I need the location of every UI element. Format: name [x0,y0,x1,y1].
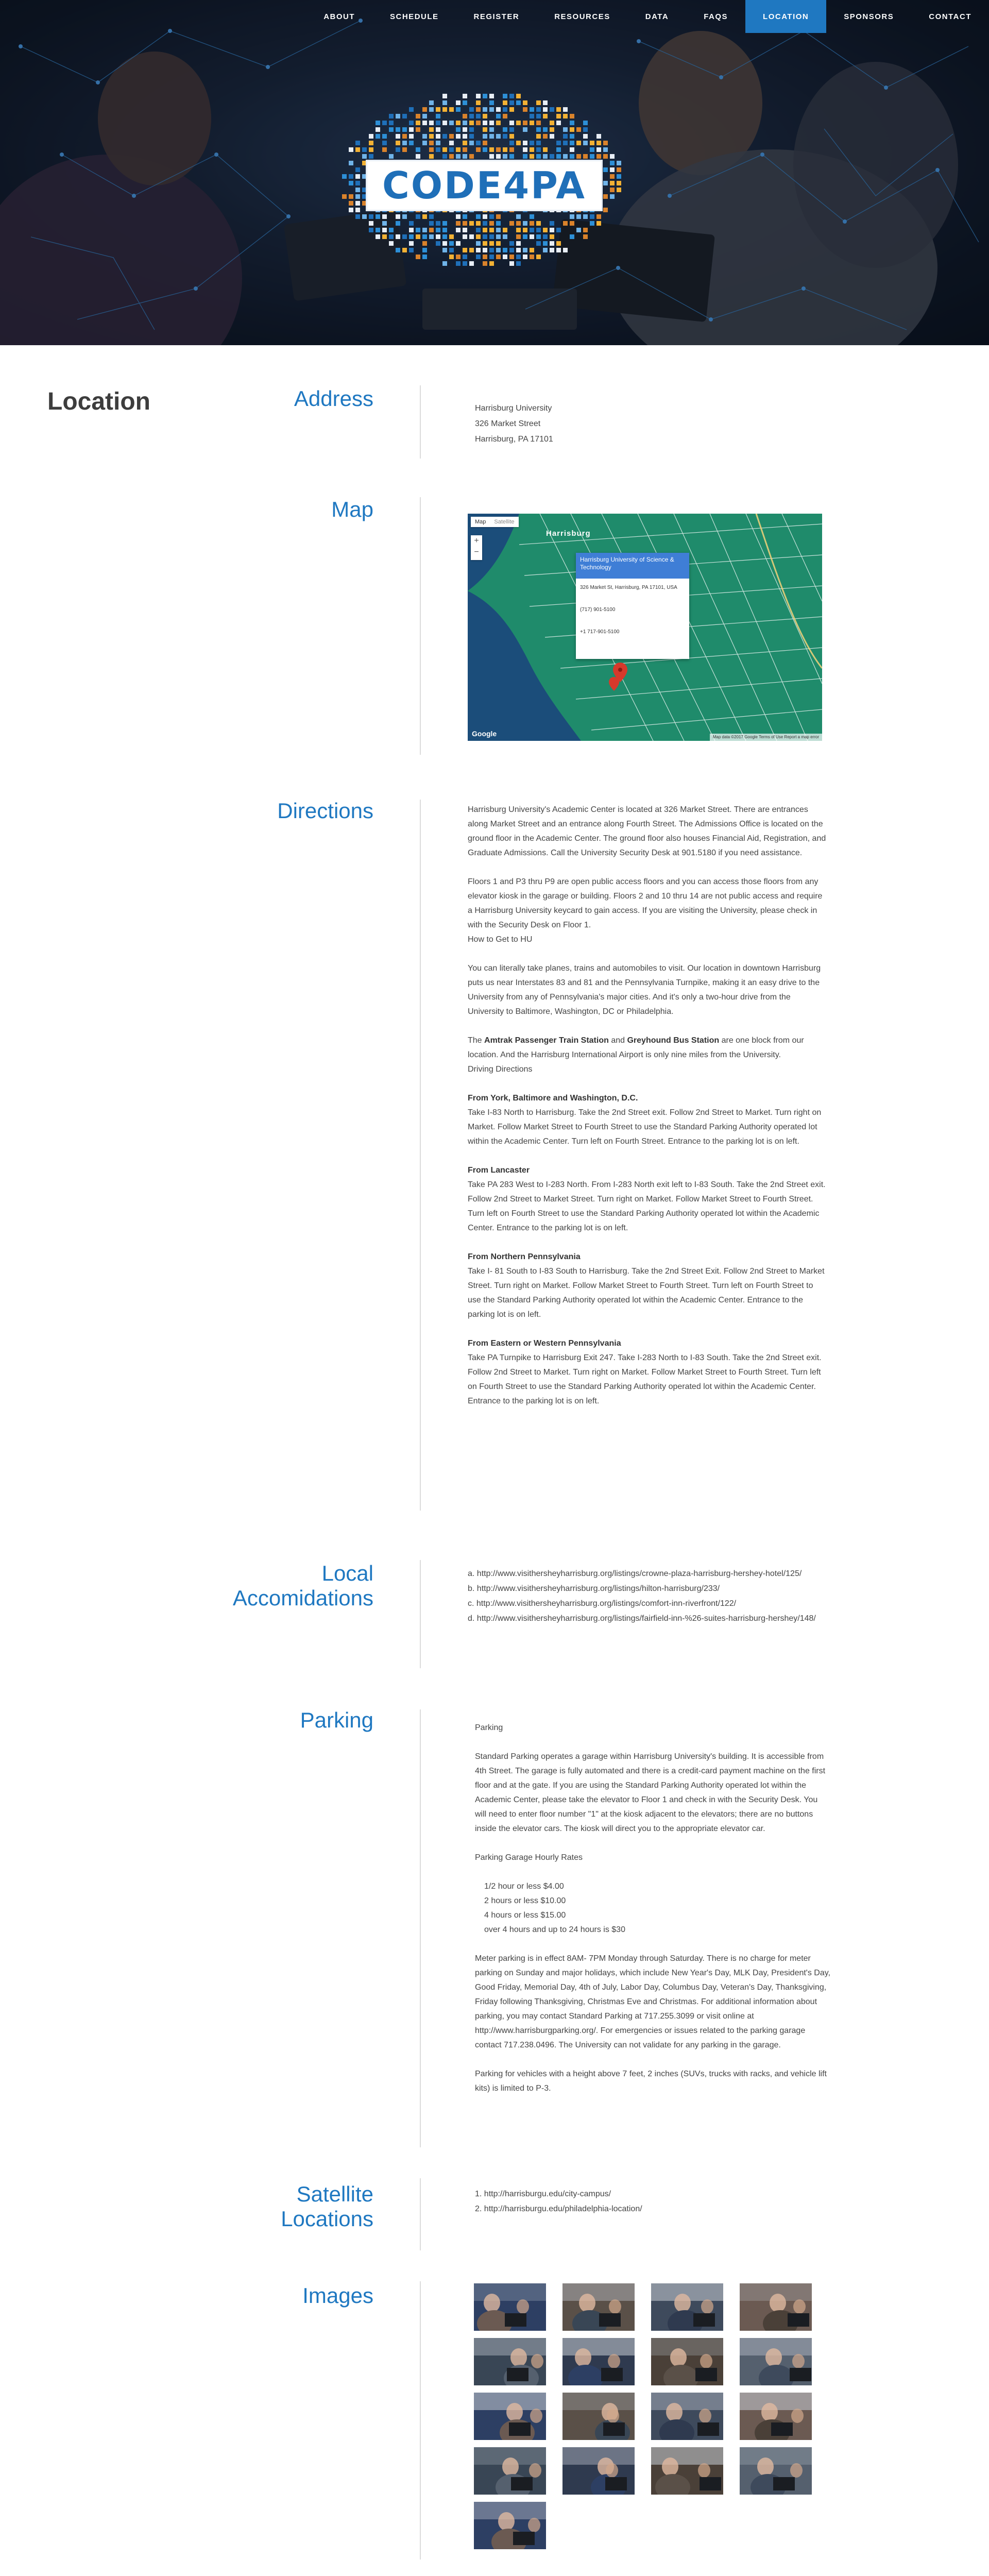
gallery-thumbnail[interactable] [474,2447,546,2495]
directions-paragraph: Harrisburg University's Academic Center is located at 326 Market Street. There are entrances along Market Street and an entrance along Fourth Street. The Admissions Office is located on the ground floor in the Academic Center. The ground floor also houses Financial Aid, Registration, and Graduate Admissions. Call the University Security Desk at 901.5180 if you need assistance. [468,805,826,857]
logo-card [366,160,603,211]
section-divider [420,497,421,755]
map-terms[interactable]: Map data ©2017 Google Terms of Use Report a map error [710,734,822,741]
route-text: Take I-83 North to Harrisburg. Take the 2nd Street exit. Follow 2nd Street to Market. Turn right on Market. Follow Market Street to Fourth Street to use the Standard Parking Authority operated lot within the Academic Center. Turn left on Fourth Street. Entrance to the parking lot is on left. [468,1108,822,1146]
accommodation-link[interactable]: b. http://www.visithersheyharrisburg.org/listings/hilton-harrisburg/233/ [468,1584,720,1593]
directions-body [468,803,828,1409]
map-info-address: 326 Market St, Harrisburg, PA 17101, USA [580,585,677,590]
rate-item: 4 hours or less $15.00 [484,1911,566,1920]
gallery-thumbnail[interactable] [474,2283,546,2331]
accommodation-link[interactable]: a. http://www.visithersheyharrisburg.org/listings/crowne-plaza-harrisburg-hershey-hotel/125/ [468,1569,802,1578]
nav-data[interactable]: DATA [645,12,669,21]
rate-item: 2 hours or less $10.00 [484,1896,566,1905]
nav-sponsors[interactable]: SPONSORS [844,12,894,21]
address-line: Harrisburg University [475,404,552,413]
route-text: Take I- 81 South to I-83 South to Harrisburg. Take the 2nd Street Exit. Follow 2nd Street to Market Street. Turn right on Market. Follow Market Street to Fourth Street. Turn left on Fourth Street to use the Standard Parking Authority operated lot within the Academic Center. Entrance to the parking lot is on left. [468,1267,825,1319]
address-line: Harrisburg, PA 17101 [475,435,553,444]
gallery-thumbnail[interactable] [562,2338,635,2385]
satellite-list [475,2187,835,2216]
nav-resources[interactable]: RESOURCES [554,12,610,21]
route-heading: From Eastern or Western Pennsylvania [468,1339,621,1348]
map-zoom-control[interactable] [471,535,482,560]
accommodations-list [468,1566,828,1626]
satellite-link[interactable]: 1. http://harrisburgu.edu/city-campus/ [475,2190,611,2198]
map-type-control[interactable] [471,517,519,527]
parking-heading: Parking [475,1723,503,1732]
bus-station-name: Greyhound Bus Station [627,1036,720,1045]
nav-schedule[interactable]: SCHEDULE [390,12,439,21]
section-divider [420,800,421,1511]
code4pa-logo [340,93,628,268]
section-label-directions: Directions [277,799,373,823]
gallery-thumbnail[interactable] [651,2338,723,2385]
section-divider [420,1709,421,2147]
parking-rates [475,1879,830,1937]
parking-rates-heading: Parking Garage Hourly Rates [475,1853,583,1862]
map-type-satellite[interactable]: Satellite [494,519,515,525]
route-text: Take PA 283 West to I-283 North. From I-283 North exit left to I-83 South. Take the 2nd Street exit. Follow 2nd Street to Market Street. Turn right on Market. Follow Market Street to Fourth Street. Turn left on Fourth Street to use the Standard Parking Authority operated lot within the Academic Center. Entrance to the parking lot is on left. [468,1180,826,1232]
directions-route [468,1250,828,1322]
directions-text: The [468,1036,485,1045]
zoom-in-icon[interactable]: + [474,536,479,545]
section-divider [420,385,421,459]
section-divider [420,2178,421,2250]
top-navigation [306,0,989,33]
map-city-label: Harrisburg [546,529,591,538]
section-label-parking: Parking [300,1708,373,1732]
directions-subheading: How to Get to HU [468,935,533,944]
route-heading: From Lancaster [468,1166,530,1175]
section-divider [420,2281,421,2560]
gallery-thumbnail[interactable] [474,2393,546,2440]
nav-location[interactable]: LOCATION [745,0,826,33]
directions-route [468,1336,828,1409]
address-block [475,401,835,447]
map-type-map[interactable]: Map [475,519,486,525]
gallery-thumbnail[interactable] [740,2283,812,2331]
gallery-thumbnail[interactable] [740,2393,812,2440]
accommodation-link[interactable]: d. http://www.visithersheyharrisburg.org/listings/fairfield-inn-%26-suites-harrisburg-hershey/148/ [468,1614,816,1623]
gallery-thumbnail[interactable] [474,2338,546,2385]
label-line: Accomidations [232,1586,373,1610]
nav-about[interactable]: ABOUT [323,12,355,21]
address-line: 326 Market Street [475,419,541,428]
gallery-thumbnail[interactable] [474,2502,546,2549]
logo-text: CODE4PA [382,164,586,207]
directions-text: are one block from our location. And the Harrisburg International Airport is only nine miles from the University. [468,1036,804,1059]
directions-paragraph: You can literally take planes, trains and automobiles to visit. Our location in downtown Harrisburg puts us near Interstates 83 and 81 and the Pennsylvania Turnpike, making it an easy drive to the University from any of Pennsylvania's major cities. And it's only a two-hour drive from the University to Baltimore, Washington, DC or Philadelphia. [468,964,821,1016]
map-info-phone-intl: +1 717-901-5100 [580,629,620,635]
satellite-link[interactable]: 2. http://harrisburgu.edu/philadelphia-location/ [475,2205,642,2213]
nav-register[interactable]: REGISTER [473,12,520,21]
section-label-satellite [155,2182,373,2231]
directions-text: Floors 1 and P3 thru P9 are open public access floors and you can access those floors from any elevator kiosk in the garage or building. Floors 2 and 10 thru 14 are not public access and require a Harrisburg University keycard to gain access. If you are visiting the University, please check in with the Security Desk on Floor 1. [468,877,823,929]
map-info-title: Harrisburg University of Science & Technology [576,553,689,579]
parking-paragraph: Parking for vehicles with a height above 7 feet, 2 inches (SUVs, trucks with racks, and vehicle lift kits) is limited to P-3. [475,2070,827,2093]
section-label-map: Map [331,497,373,521]
directions-text: and [608,1036,627,1045]
section-divider [420,1560,421,1668]
train-station-name: Amtrak Passenger Train Station [484,1036,609,1045]
gallery-thumbnail[interactable] [562,2393,635,2440]
page-title: Location [47,388,150,415]
parking-paragraph: Standard Parking operates a garage within Harrisburg University's building. It is accessible from 4th Street. The garage is fully automated and there is a credit-card payment machine on the first floor and at the gate. If you are using the Standard Parking Authority operated lot within the Academic Center, please take the elevator to Floor 1 and check in with the Security Desk. You will need to enter floor number "1" at the kiosk adjacent to the elevators; there are no buttons inside the elevator cars. The kiosk will direct you to the appropriate elevator car. [475,1752,826,1833]
map-info-phone: (717) 901-5100 [580,607,616,613]
directions-paragraph [468,1033,828,1077]
gallery-thumbnail[interactable] [740,2338,812,2385]
route-text: Take PA Turnpike to Harrisburg Exit 247. Take I-283 North to I-83 South. Take the 2nd Street exit. Follow 2nd Street to Market. Turn right on Market. Follow Market Street to Fourth Street. Turn left on Fourth Street to use the Standard Parking Authority operated lot within the Academic Center. Entrance to the parking lot is on left. [468,1353,822,1405]
google-logo: Google [472,730,497,738]
zoom-out-icon[interactable]: − [474,548,479,556]
accommodation-link[interactable]: c. http://www.visithersheyharrisburg.org/listings/comfort-inn-riverfront/122/ [468,1599,737,1608]
nav-faqs[interactable]: FAQS [704,12,728,21]
gallery-thumbnail[interactable] [651,2447,723,2495]
section-label-images: Images [302,2283,373,2308]
label-line: Satellite [296,2182,373,2206]
section-label-address: Address [294,386,373,411]
gallery-thumbnail[interactable] [740,2447,812,2495]
gallery-thumbnail[interactable] [651,2393,723,2440]
rate-item: over 4 hours and up to 24 hours is $30 [484,1925,625,1934]
directions-paragraph [468,875,828,947]
hero-banner [0,0,989,345]
directions-subheading: Driving Directions [468,1065,533,1074]
nav-contact[interactable]: CONTACT [929,12,971,21]
route-heading: From Northern Pennsylvania [468,1252,581,1261]
map-info-window [576,553,689,659]
parking-body [475,1721,830,2096]
gallery-thumbnail[interactable] [651,2283,723,2331]
embedded-map[interactable] [468,514,822,741]
parking-paragraph: Meter parking is in effect 8AM- 7PM Monday through Saturday. There is no charge for meter parking on Sunday and major holidays, which include New Year's Day, MLK Day, President's Day, Good Friday, Memorial Day, 4th of July, Labor Day, Columbus Day, Veteran's Day, Thanksgiving, Friday following Thanksgiving, Christmas Eve and Christmas. For additional information about parking, you may contact Standard Parking at 717.255.3099 or visit online at http://www.harrisburgparking.org/. For emergencies or issues related to the parking garage contact 717.238.0496. The University can not validate for any parking in the garage. [475,1954,831,2049]
route-heading: From York, Baltimore and Washington, D.C. [468,1094,638,1103]
label-line: Locations [281,2207,373,2231]
label-line: Local [321,1561,373,1585]
rate-item: 1/2 hour or less $4.00 [484,1882,564,1891]
directions-route [468,1163,828,1235]
gallery-thumbnail[interactable] [562,2283,635,2331]
section-label-accommodations [155,1561,373,1611]
directions-route [468,1091,828,1149]
gallery-thumbnail[interactable] [562,2447,635,2495]
